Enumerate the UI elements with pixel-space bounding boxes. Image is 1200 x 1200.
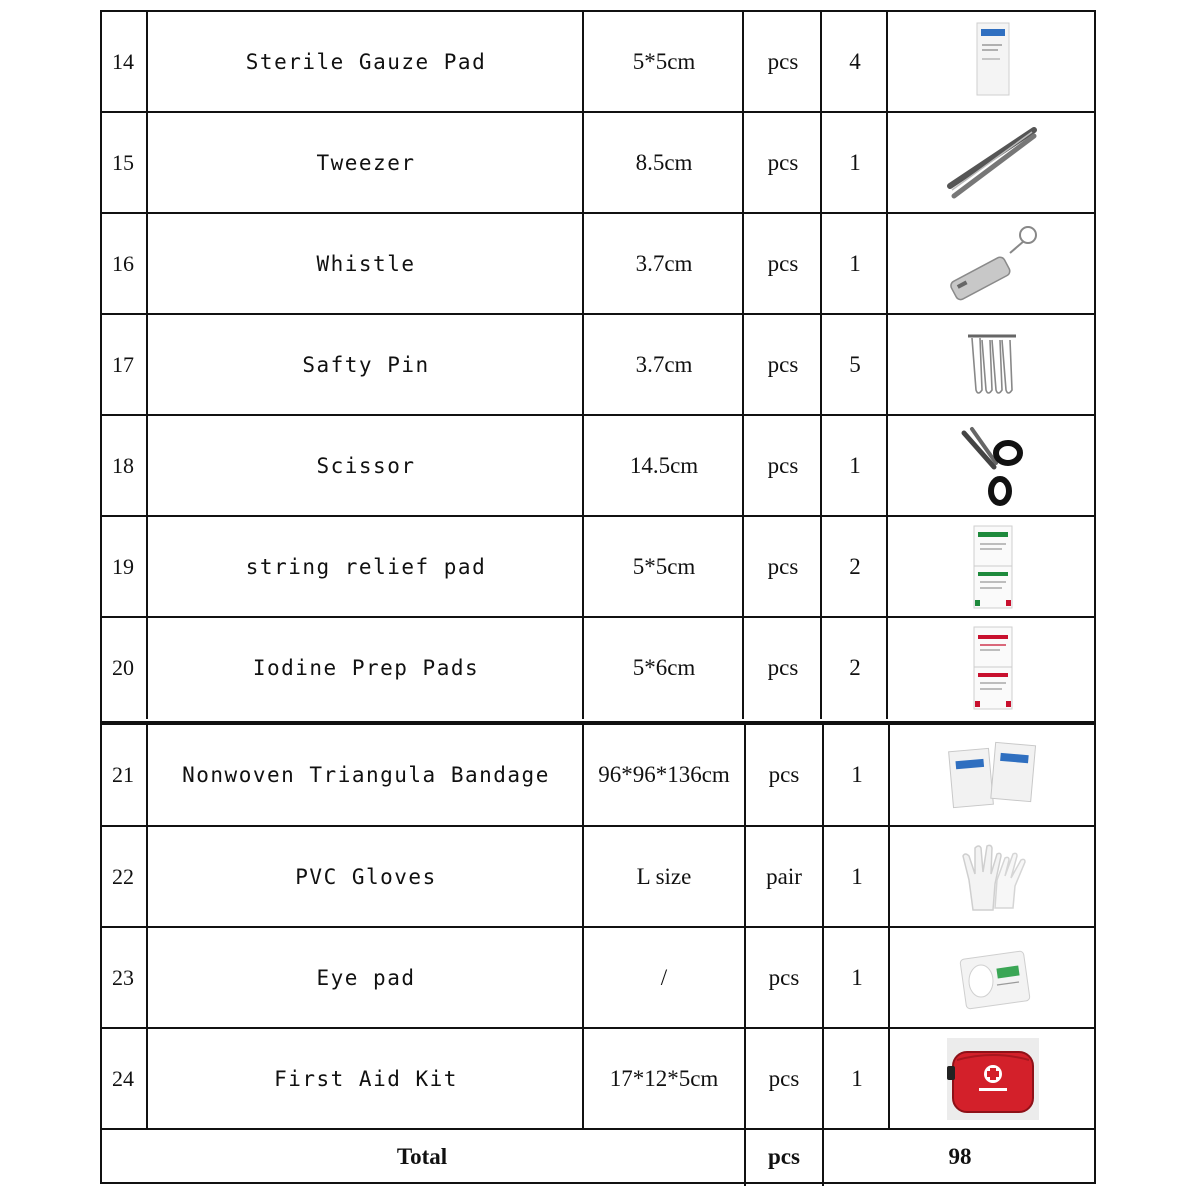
item-name: Sterile Gauze Pad	[245, 49, 487, 74]
item-unit: pcs	[767, 149, 799, 175]
gauze-pad-icon	[942, 19, 1042, 105]
item-quantity: 1	[849, 149, 861, 175]
item-number: 22	[112, 863, 134, 889]
item-name: Nonwoven Triangula Bandage	[182, 763, 550, 787]
item-picture	[888, 315, 1096, 414]
scissor-icon	[942, 423, 1042, 509]
table-row	[100, 723, 1096, 825]
item-quantity: 4	[849, 48, 861, 74]
item-unit: pcs	[768, 964, 800, 990]
item-unit: pcs	[767, 250, 799, 276]
item-picture	[888, 113, 1096, 212]
item-unit: pcs	[767, 654, 799, 680]
whistle-icon	[942, 221, 1042, 307]
table-row	[100, 414, 1096, 515]
item-picture	[890, 725, 1096, 825]
gloves-icon	[943, 834, 1043, 920]
item-size: 8.5cm	[635, 149, 693, 175]
item-number: 17	[112, 351, 134, 377]
table-row	[100, 212, 1096, 313]
table-row	[100, 926, 1096, 1027]
item-picture	[890, 928, 1096, 1027]
item-name: Eye pad	[316, 965, 416, 990]
eye-pad-icon	[943, 935, 1043, 1021]
triangular-bandage-icon	[943, 732, 1043, 818]
item-picture	[890, 1029, 1096, 1128]
item-number: 15	[112, 149, 134, 175]
item-picture	[888, 618, 1096, 717]
item-picture	[888, 416, 1096, 515]
item-picture	[888, 214, 1096, 313]
item-name: Tweezer	[316, 150, 416, 175]
item-number: 19	[112, 553, 134, 579]
item-name: string relief pad	[245, 554, 487, 579]
item-size: /	[660, 964, 668, 990]
item-size: 3.7cm	[635, 351, 693, 377]
item-number: 21	[112, 762, 134, 787]
item-size: 14.5cm	[629, 452, 699, 478]
item-unit: pcs	[767, 48, 799, 74]
item-size: L size	[636, 863, 692, 889]
item-quantity: 2	[849, 553, 861, 579]
item-name: PVC Gloves	[295, 864, 437, 889]
total-row	[100, 1128, 1096, 1184]
item-quantity: 1	[851, 863, 863, 889]
item-size: 5*5cm	[632, 48, 696, 74]
safety-pin-icon	[942, 322, 1042, 408]
total-value: 98	[948, 1144, 972, 1169]
item-picture	[888, 12, 1096, 111]
table-row	[100, 111, 1096, 212]
table-row	[100, 616, 1096, 717]
item-size: 3.7cm	[635, 250, 693, 276]
item-quantity: 5	[849, 351, 861, 377]
item-quantity: 1	[849, 250, 861, 276]
item-number: 20	[112, 654, 134, 680]
item-number: 24	[112, 1065, 134, 1091]
item-unit: pcs	[767, 553, 799, 579]
iodine-prep-pad-icon	[942, 625, 1042, 711]
table-row	[100, 825, 1096, 926]
item-number: 23	[112, 964, 134, 990]
item-picture	[888, 517, 1096, 616]
item-table	[100, 10, 1096, 1184]
item-size: 5*6cm	[632, 654, 696, 680]
item-quantity: 1	[851, 1065, 863, 1091]
table-row	[100, 10, 1096, 111]
item-unit: pcs	[768, 1065, 800, 1091]
item-name: Iodine Prep Pads	[252, 655, 480, 680]
item-quantity: 1	[851, 964, 863, 990]
item-unit: pcs	[767, 351, 799, 377]
item-unit: pcs	[767, 452, 799, 478]
table-row	[100, 313, 1096, 414]
item-size: 96*96*136cm	[598, 762, 730, 787]
first-aid-kit-icon	[943, 1036, 1043, 1122]
item-picture	[890, 827, 1096, 926]
item-size: 17*12*5cm	[609, 1065, 719, 1091]
item-number: 16	[112, 250, 134, 276]
item-quantity: 2	[849, 654, 861, 680]
item-name: Safty Pin	[302, 352, 430, 377]
item-number: 18	[112, 452, 134, 478]
item-size: 5*5cm	[632, 553, 696, 579]
table-row	[100, 515, 1096, 616]
total-unit: pcs	[768, 1144, 800, 1169]
item-name: Whistle	[316, 251, 416, 276]
item-name: First Aid Kit	[274, 1066, 458, 1091]
item-quantity: 1	[851, 762, 863, 787]
sting-relief-pad-icon	[942, 524, 1042, 610]
item-unit: pcs	[768, 762, 800, 787]
total-label: Total	[396, 1144, 448, 1169]
item-name: Scissor	[316, 453, 416, 478]
tweezer-icon	[942, 120, 1042, 206]
item-quantity: 1	[849, 452, 861, 478]
table-row	[100, 1027, 1096, 1128]
item-unit: pair	[766, 863, 802, 889]
item-number: 14	[112, 48, 134, 74]
